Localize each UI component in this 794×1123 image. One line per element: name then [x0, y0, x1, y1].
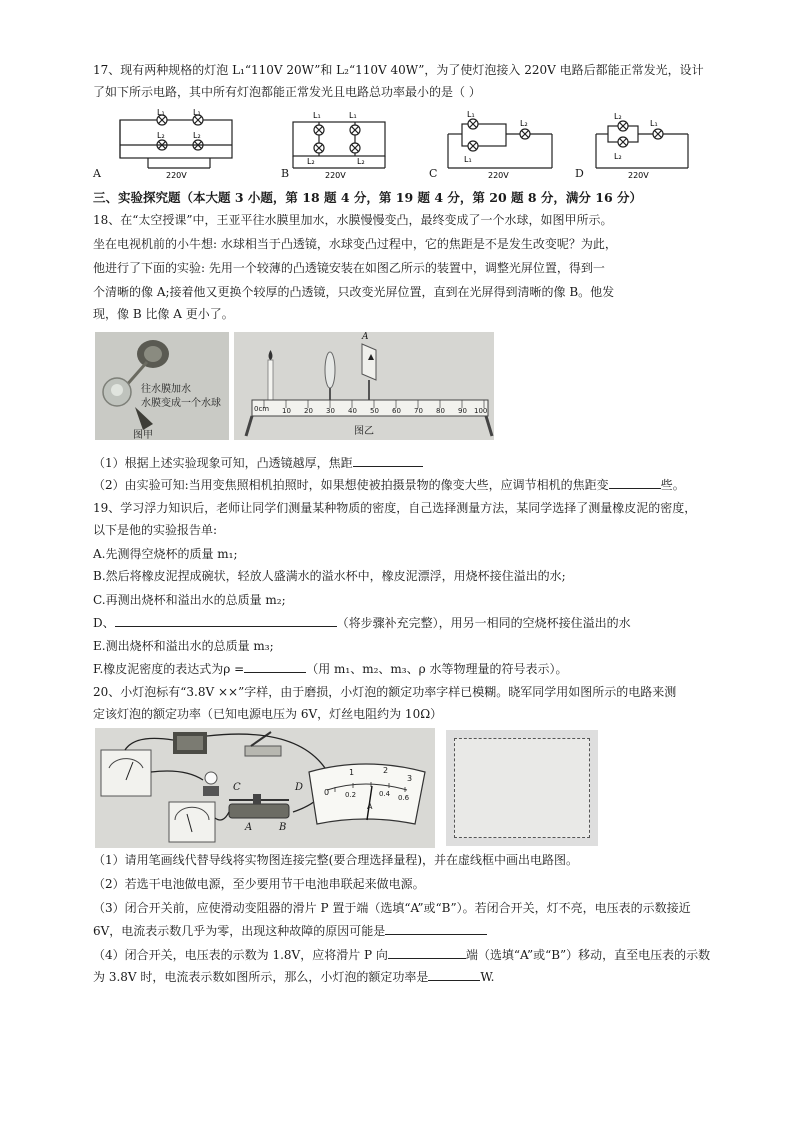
q18-line-4: 个清晰的像 A;接着他又更换个较厚的凸透镜，只改变光屏位置，直到在光屏得到清晰的像 B。他发: [93, 285, 615, 299]
q19-step-f-suffix: （用 m₁、m₂、m₃、ρ 水等物理量的符号表示）。: [306, 662, 568, 676]
q20-sub-3-line-1: （3）闭合开关前，应使滑动变阻器的滑片 P 置于端（选填“A”或“B”）。若闭合开关，灯不亮，电压表的示数接近: [93, 901, 691, 915]
q19-step-d-suffix: （将步骤补充完整），用另一相同的空烧杯接住溢出的水: [336, 616, 631, 630]
circuit-c-lamp-label: L₁: [467, 110, 475, 119]
rheostat-label-d: D: [295, 782, 304, 793]
circuit-b-lamp-label: L₁: [313, 111, 321, 120]
q20-sub-2: （2）若选干电池做电源，至少要用节干电池串联起来做电源。: [93, 877, 425, 891]
q17-line-1: 17、现有两种规格的灯泡 L₁“110V 20W”和 L₂“110V 40W”，为了使灯泡接入 220V 电路后都能正常发光，设计: [93, 63, 704, 77]
q19-step-f-prefix: F.橡皮泥密度的表达式为ρ =: [93, 662, 245, 676]
meter-tick-label: 2: [383, 766, 389, 775]
ruler-tick-label: 40: [348, 407, 357, 415]
ruler-tick-label: 10: [282, 407, 291, 415]
answer-blank[interactable]: [428, 968, 480, 981]
answer-blank[interactable]: [609, 476, 661, 489]
q19-step-d-prefix: D、: [93, 616, 115, 630]
answer-blank[interactable]: [353, 454, 423, 467]
q20-sub-4-line-1: [93, 946, 710, 963]
q18-sub-1: [93, 454, 423, 471]
answer-blank[interactable]: [244, 660, 306, 673]
option-b-label: B: [281, 167, 290, 180]
q19-step-f: [93, 660, 567, 677]
circuit-b-lamp-label: L₂: [307, 157, 315, 166]
option-a-label: A: [93, 167, 101, 180]
ruler-tick-label: 50: [370, 407, 379, 415]
ruler-tick-label: 80: [436, 407, 445, 415]
option-c-label: C: [429, 167, 438, 180]
q18-sub-2-tail: 些。: [660, 478, 685, 492]
circuit-b-voltage: 220V: [325, 171, 346, 180]
q18-sub-1-text: （1）根据上述实验现象可知，凸透镜越厚，焦距: [93, 456, 353, 470]
q20-sub-4-prefix: （4）闭合开关，电压表的示数为 1.8V，应将滑片 P 向: [93, 948, 388, 962]
section-heading: 三、实验探究题（本大题 3 小题，第 18 题 4 分，第 19 题 4 分，第 20 题 8 分，满分 16 分）: [93, 190, 643, 205]
q18-sub-2: [93, 476, 685, 493]
q19-step-c: C.再测出烧杯和溢出水的总质量 m₂;: [93, 593, 286, 607]
q18-line-2: 坐在电视机前的小牛想: 水球相当于凸透镜，水球变凸过程中，它的焦距是不是发生改变呢？为此，: [93, 237, 617, 251]
figure-jia-text-2: 水膜变成一个水球: [141, 398, 221, 409]
q20-sub-4-line-2: [93, 968, 494, 985]
ruler-tick-label: 20: [304, 407, 313, 415]
meter-sub-tick-label: 0.4: [379, 790, 391, 798]
q19-step-d: [93, 614, 631, 631]
q18-line-1: 18、在“太空授课”中，王亚平往水膜里加水，水膜慢慢变凸，最终变成了一个水球，如图甲所示。: [93, 213, 613, 227]
ruler-tick-label: 100: [474, 407, 488, 415]
q19-step-a: A.先测得空烧杯的质量 m₁;: [93, 547, 238, 561]
ruler-tick-label: 60: [392, 407, 401, 415]
figure-jia-caption: 图甲: [133, 430, 153, 441]
meter-tick-label: 3: [407, 774, 413, 783]
circuit-a-lamp-label: L₂: [193, 131, 201, 140]
q20-sub-3-prefix: 6V，电流表示数几乎为零，出现这种故障的原因可能是: [93, 924, 386, 938]
q19-line-1: 19、学习浮力知识后，老师让同学们测量某种物质的密度，自己选择测量方法，某同学选择了测量橡皮泥的密度，: [93, 501, 697, 515]
circuit-b-lamp-label: L₂: [357, 157, 365, 166]
figure-jia-text-1: 往水膜加水: [141, 384, 191, 395]
circuit-diagram-b: [285, 108, 395, 180]
circuit-d-lamp-label: L₂: [614, 112, 622, 121]
option-d-label: D: [575, 167, 584, 180]
q18-sub-2-text: （2）由实验可知:当用变焦照相机拍照时，如果想使被拍摄景物的像变大些，应调节相机的焦距变: [93, 478, 609, 492]
figure-jia-photo: [95, 332, 229, 440]
ruler-unit: 0cm: [254, 405, 270, 413]
q20-sub-4-suffix: 端（选填“A”或“B”）移动，直至电压表的示数: [465, 948, 711, 962]
circuit-d-lamp-label: L₁: [650, 119, 658, 128]
q20-sub-4-line-2-suffix: W.: [480, 970, 495, 984]
q20-sub-1: （1）请用笔画线代替导线将实物图连接完整(要合理选择量程)，并在虚线框中画出电路图。: [93, 853, 579, 867]
figure-yi-caption: 图乙: [354, 426, 374, 437]
rheostat-label-b: B: [279, 822, 287, 833]
q20-line-2: 定该灯泡的额定功率（已知电源电压为 6V，灯丝电阻约为 10Ω）: [93, 707, 443, 721]
meter-sub-tick-label: 0.2: [345, 791, 357, 799]
q20-sub-4-line-2-prefix: 为 3.8V 时，电流表示数如图所示，那么，小灯泡的额定功率是: [93, 970, 429, 984]
q19-step-e: E.测出烧杯和溢出水的总质量 m₃;: [93, 639, 274, 653]
circuit-c-voltage: 220V: [488, 171, 509, 180]
q20-circuit-photo: [95, 728, 435, 848]
ruler-tick-label: 70: [414, 407, 423, 415]
q20-line-1: 20、小灯泡标有“3.8V ××”字样，由于磨损，小灯泡的额定功率字样已模糊。晓军同学用如图所示的电路来测: [93, 685, 677, 699]
q17-line-2: 了如下所示电路，其中所有灯泡都能正常发光且电路总功率最小的是（ ）: [93, 85, 481, 99]
q20-sub-3-line-2: [93, 922, 487, 939]
circuit-a-lamp-label: L₂: [157, 131, 165, 140]
q18-line-5: 现，像 B 比像 A 更小了。: [93, 307, 234, 321]
q19-line-2: 以下是他的实验报告单:: [93, 523, 218, 537]
ruler-tick-label: 30: [326, 407, 335, 415]
answer-blank[interactable]: [385, 922, 487, 935]
circuit-a-lamp-label: L₁: [193, 108, 201, 117]
circuit-diagram-d: [592, 108, 702, 180]
circuit-a-lamp-label: L₁: [157, 108, 165, 117]
circuit-diagram-a: [100, 108, 250, 180]
bench-screen-label: A: [362, 332, 369, 342]
circuit-a-voltage: 220V: [166, 171, 187, 180]
meter-sub-tick-label: 0.6: [398, 794, 410, 802]
rheostat-label-a: A: [245, 822, 253, 833]
circuit-d-voltage: 220V: [628, 171, 649, 180]
circuit-diagram-c: [440, 108, 560, 180]
circuit-drawing-box[interactable]: [446, 730, 598, 846]
circuit-b-lamp-label: L₁: [349, 111, 357, 120]
circuit-c-lamp-label: L₂: [520, 119, 528, 128]
meter-unit: A: [367, 802, 373, 811]
figure-yi-photo: [234, 332, 494, 440]
meter-tick-label: 0: [324, 788, 330, 797]
meter-tick-label: 1: [349, 768, 355, 777]
q19-step-b: B.然后将橡皮泥捏成碗状，轻放人盛满水的溢水杯中，橡皮泥漂浮，用烧杯接住溢出的水;: [93, 569, 566, 583]
answer-blank[interactable]: [388, 946, 466, 959]
rheostat-label-c: C: [233, 782, 241, 793]
ruler-tick-label: 90: [458, 407, 467, 415]
circuit-d-lamp-label: L₂: [614, 152, 622, 161]
answer-blank[interactable]: [115, 614, 337, 627]
q18-line-3: 他进行了下面的实验: 先用一个较薄的凸透镜安装在如图乙所示的装置中，调整光屏位置，得到一: [93, 261, 605, 275]
circuit-c-lamp-label: L₁: [464, 155, 472, 164]
